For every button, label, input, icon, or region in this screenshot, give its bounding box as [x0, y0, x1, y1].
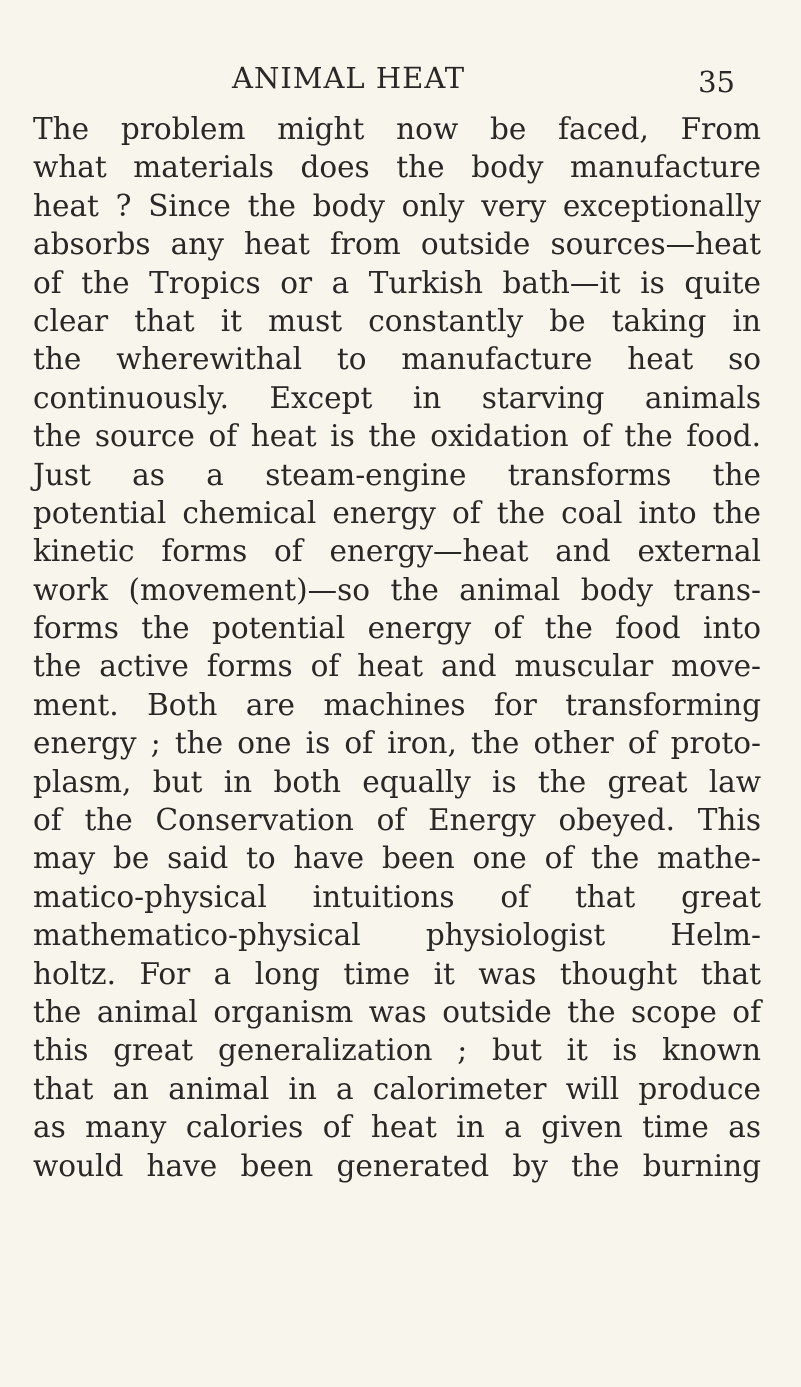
text-line: the wherewithal to manufacture heat so	[33, 342, 761, 377]
text-line: this great generalization ; but it is known	[33, 1033, 761, 1068]
page-number: 35	[698, 65, 735, 99]
page-header	[0, 58, 801, 98]
text-line: kinetic forms of energy—heat and external	[33, 534, 761, 569]
text-line: would have been generated by the burning	[33, 1148, 761, 1183]
text-line: Just as a steam-engine transforms the	[33, 457, 761, 492]
text-line: continuously. Except in starving animals	[33, 380, 761, 415]
text-line: the active forms of heat and muscular move-	[33, 649, 761, 684]
text-line: may be said to have been one of the mathe-	[33, 841, 761, 876]
text-line: what materials does the body manufacture	[33, 150, 761, 185]
text-line: The problem might now be faced, From	[33, 112, 761, 146]
text-line: as many calories of heat in a given time as	[33, 1110, 761, 1145]
text-line: plasm, but in both equally is the great law	[33, 764, 761, 799]
body-paragraph	[33, 110, 761, 1185]
text-line: clear that it must constantly be taking in	[33, 303, 761, 338]
text-line: the animal organism was outside the scope of	[33, 994, 761, 1029]
text-line: ment. Both are machines for transforming	[33, 687, 761, 722]
text-line: energy ; the one is of iron, the other of proto-	[33, 726, 761, 761]
text-line: that an animal in a calorimeter will produce	[33, 1071, 761, 1106]
text-line: heat ? Since the body only very exceptionally	[33, 188, 761, 223]
text-line: holtz. For a long time it was thought that	[33, 956, 761, 991]
running-title: ANIMAL HEAT	[232, 61, 466, 95]
text-line: absorbs any heat from outside sources—heat	[33, 227, 761, 262]
text-line: forms the potential energy of the food into	[33, 611, 761, 646]
text-line: the source of heat is the oxidation of the food.	[33, 419, 761, 454]
text-line: of the Tropics or a Turkish bath—it is quite	[33, 265, 761, 300]
text-line: matico-physical intuitions of that great	[33, 879, 761, 914]
text-line: of the Conservation of Energy obeyed. This	[33, 803, 761, 838]
text-line: mathematico-physical physiologist Helm-	[33, 918, 761, 953]
text-line: potential chemical energy of the coal into the	[33, 495, 761, 530]
text-line: work (movement)—so the animal body trans-	[33, 572, 761, 607]
